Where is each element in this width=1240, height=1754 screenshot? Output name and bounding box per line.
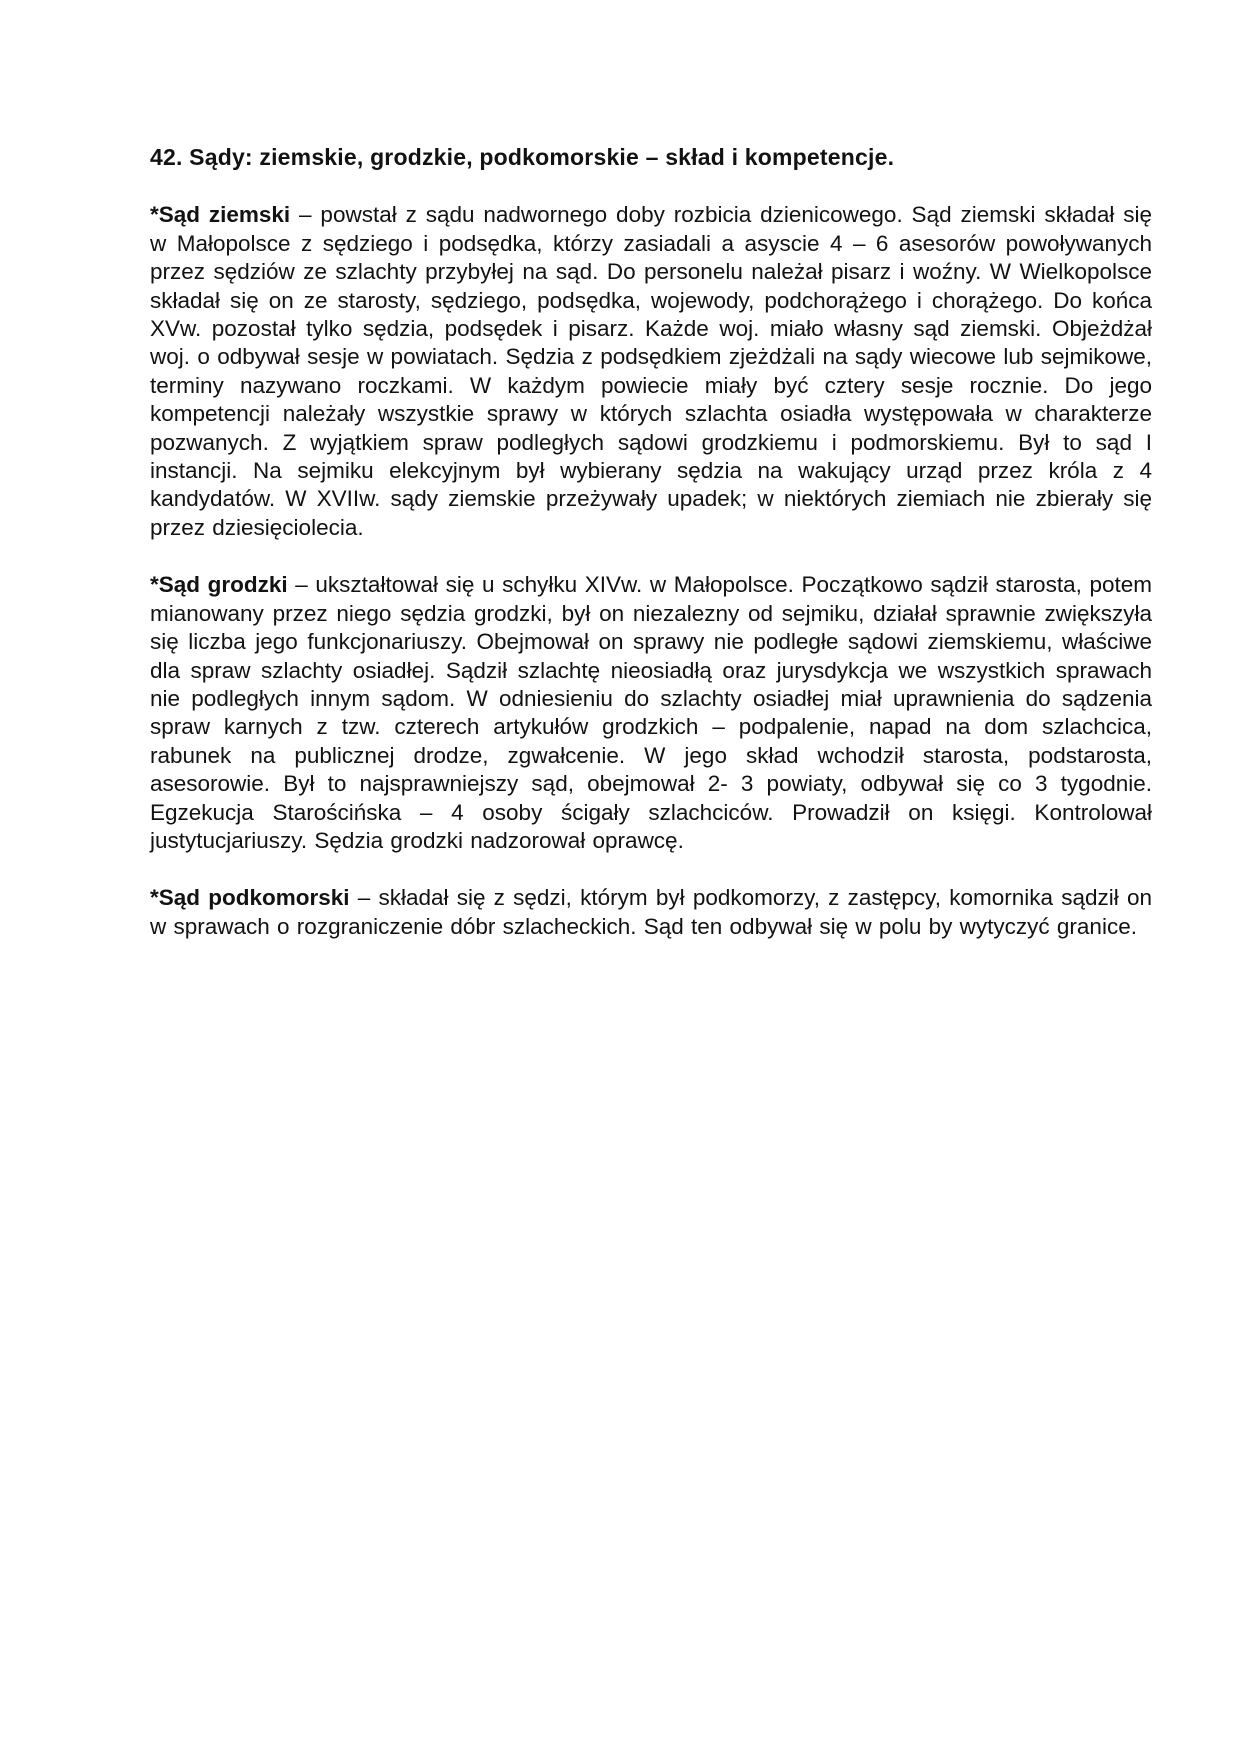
paragraph-sad-ziemski [150, 201, 1152, 542]
paragraph-sad-podkomorski-body: – składał się z sędzi, którym był podkomorzy, z zastępcy, komornika sądził on w sprawach o rozgraniczenie dóbr szlacheckich. Sąd ten odbywał się w polu by wytyczyć granice. [150, 885, 1153, 939]
paragraph-sad-ziemski-body: – powstał z sądu nadwornego doby rozbicia dzienicowego. Sąd ziemski składał się w Małopolsce z sędziego i podsędka, którzy zasiadali a asyscie 4 – 6 asesorów powoływanych przez sędziów ze szlachty przybyłej na sąd. Do personelu należał pisarz i woźny. W Wielkopolsce składał się on ze starosty, sędziego, podsędka, wojewody, podchorążego i chorążego. Do końca XVw. pozostał tylko sędzia, podsędek i pisarz. Każde woj. miało własny sąd ziemski. Objeżdżał woj. o odbywał sesje w powiatach. Sędzia z podsędkiem zjeżdżali na sądy wiecowe lub sejmikowe, terminy nazywano roczkami. W każdym powiecie miały być cztery sesje rocznie. Do jego kompetencji należały wszystkie sprawy w których szlachta osiadła występowała w charakterze pozwanych. Z wyjątkiem spraw podległych sądowi grodzkiemu i podmorskiemu. Był to sąd I instancji. Na sejmiku elekcyjnym był wybierany sędzia na wakujący urząd przez króla z 4 kandydatów. W XVIIw. sądy ziemskie przeżywały upadek; w niektórych ziemiach nie zbierały się przez dziesięciolecia. [150, 202, 1152, 540]
paragraph-sad-podkomorski [150, 884, 1152, 941]
paragraph-sad-grodzki-body: – ukształtował się u schyłku XIVw. w Małopolsce. Początkowo sądził starosta, potem mianowany przez niego sędzia grodzki, był on niezalezny od sejmiku, działał sprawnie zwiększyła się liczba jego funkcjonariuszy. Obejmował on sprawy nie podległe sądowi ziemskiemu, właściwe dla spraw szlachty osiadłej. Sądził szlachtę nieosiadłą oraz jurysdykcja we wszystkich sprawach nie podległych innym sądom. W odniesieniu do szlachty osiadłej miał uprawnienia do sądzenia spraw karnych z tzw. czterech artykułów grodzkich – podpalenie, napad na dom szlachcica, rabunek na publicznej drodze, zgwałcenie. W jego skład wchodził starosta, podstarosta, asesorowie. Był to najsprawniejszy sąd, obejmował 2- 3 powiaty, odbywał się co 3 tygodnie. Egzekucja Starościńska – 4 osoby ścigały szlachciców. Prowadził on księgi. Kontrolował justytucjariuszy. Sędzia grodzki nadzorował oprawcę. [150, 572, 1152, 853]
paragraph-sad-ziemski-lead: *Sąd ziemski [150, 202, 291, 228]
document-title: 42. Sądy: ziemskie, grodzkie, podkomorskie – skład i kompetencje. [150, 144, 895, 170]
paragraph-sad-grodzki [150, 571, 1152, 855]
paragraph-sad-podkomorski-lead: *Sąd podkomorski [150, 885, 350, 911]
paragraph-sad-grodzki-lead: *Sąd grodzki [150, 572, 288, 598]
